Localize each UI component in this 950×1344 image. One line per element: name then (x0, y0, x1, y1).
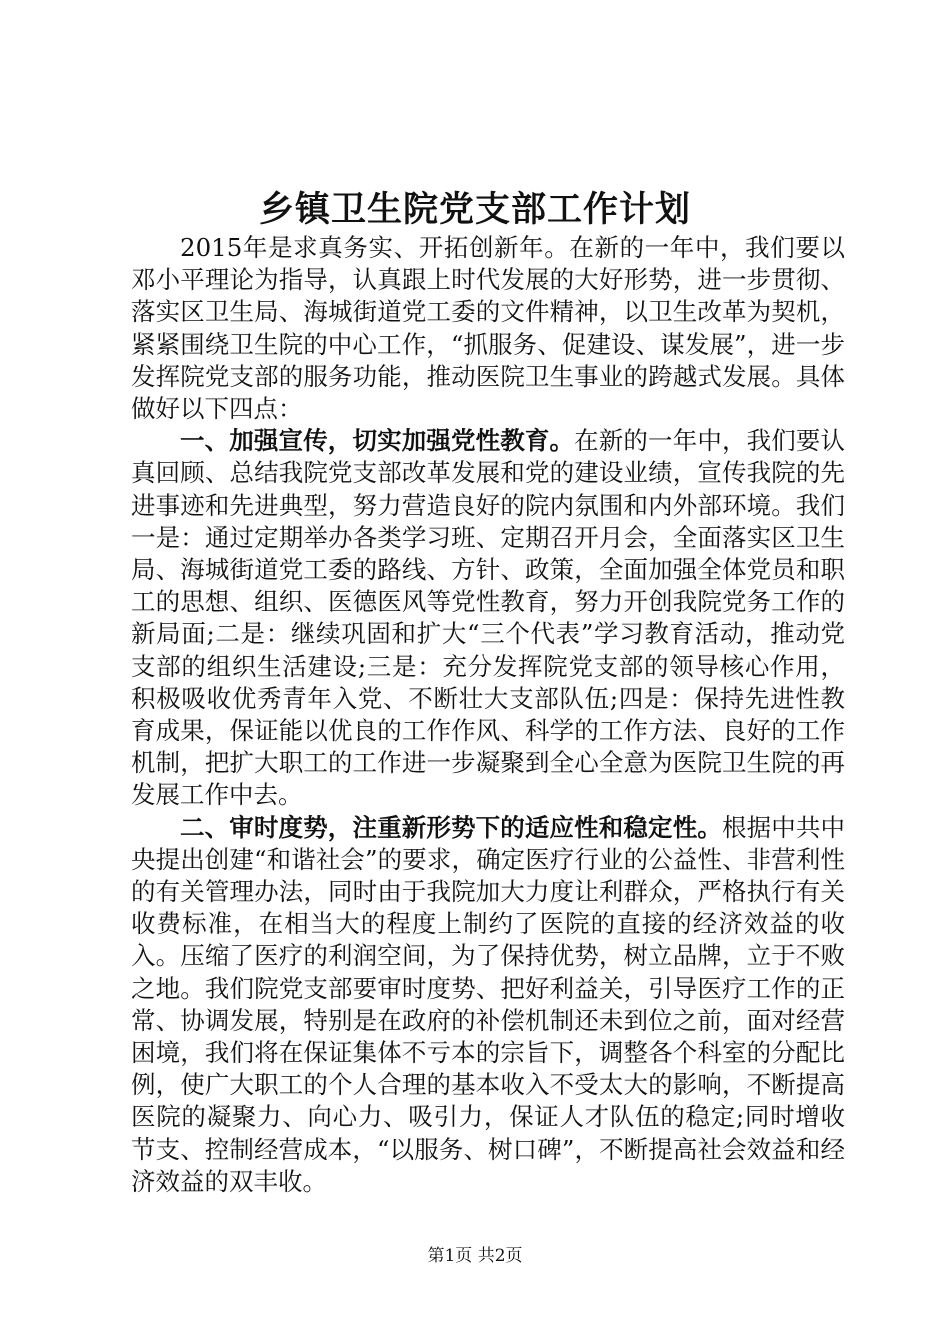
paragraph-text: 2015年是求真务实、开拓创新年。在新的一年中，我们要以邓小平理论为指导，认真跟上时代发展的大好形势，进一步贯彻、落实区卫生局、海城街道党工委的文件精神，以卫生改革为契机，紧紧围绕卫生院的中心工作，“抓服务、促建设、谋发展”，进一步发挥院党支部的服务功能，推动医院卫生事业的跨越式发展。具体做好以下四点： (131, 233, 845, 424)
paragraph-text: 在新的一年中，我们要认真回顾、总结我院党支部改革发展和党的建设业绩，宣传我院的先进事迹和先进典型，努力营造良好的院内氛围和内外部环境。我们一是：通过定期举办各类学习班、定期召开月会，全面落实区卫生局、海城街道党工委的路线、方针、政策，全面加强全体党员和职工的思想、组织、医德医风等党性教育，努力开创我院党务工作的新局面;二是：继续巩固和扩大“三个代表”学习教育活动，推动党支部的组织生活建设;三是：充分发挥院党支部的领导核心作用，积极吸收优秀青年入党、不断壮大支部队伍;四是：保持先进性教育成果，保证能以优良的工作作风、科学的工作方法、良好的工作机制，把扩大职工的工作进一步凝聚到全心全意为医院卫生院的再发展工作中去。 (131, 426, 846, 810)
paragraph-section-one (131, 425, 845, 811)
paragraph-text: 根据中共中央提出创建“和谐社会”的要求，确定医疗行业的公益性、非营利性的有关管理办法，同时由于我院加大力度让利群众，严格执行有关收费标准，在相当大的程度上制约了医院的直接的经济效益的收入。压缩了医疗的利润空间，为了保持优势，树立品牌，立于不败之地。我们院党支部要审时度势、把好利益关，引导医疗工作的正常、协调发展，特别是在政府的补偿机制还未到位之前，面对经营困境，我们将在保证集体不亏本的宗旨下，调整各个科室的分配比例，使广大职工的个人合理的基本收入不受太大的影响，不断提高医院的凝聚力、向心力、吸引力，保证人才队伍的稳定;同时增收节支、控制经营成本，“以服务、树口碑”，不断提高社会效益和经济效益的双丰收。 (131, 812, 846, 1196)
paragraph-intro (131, 232, 845, 425)
document-title: 乡镇卫生院党支部工作计划 (258, 189, 691, 230)
paragraph-section-two (131, 812, 845, 1198)
document-body (131, 232, 845, 1198)
page-footer: 第1页 共2页 (427, 1246, 523, 1266)
section-heading: 一、加强宣传，切实加强党性教育。 (180, 426, 575, 456)
section-heading: 二、审时度势，注重新形势下的适应性和稳定性。 (180, 812, 722, 842)
